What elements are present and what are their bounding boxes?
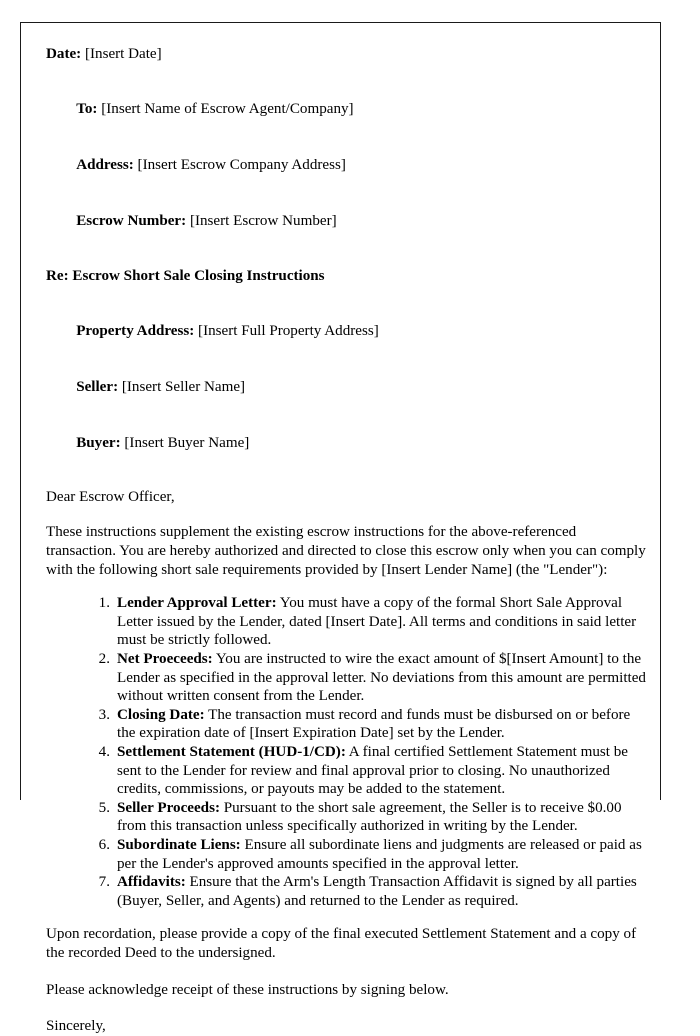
requirement-term: Settlement Statement (HUD-1/CD): [117,744,346,760]
list-item [46,706,646,743]
recipient-block [46,82,646,249]
seller-line [46,359,646,415]
requirement-text: Pursuant to the short sale agreement, the Seller is to receive $0.00 from this transaction unless specifically authorized in writing by the Lender. [117,799,622,835]
address-value: [Insert Escrow Company Address] [133,156,346,173]
property-address-value: [Insert Full Property Address] [194,323,379,340]
list-item [46,873,646,910]
subject-text: Re: Escrow Short Sale Closing Instructions [46,267,325,284]
intro-paragraph: These instructions supplement the existing escrow instructions for the above-referenced transaction. You are hereby authorized and directed to close this escrow only when you can comply with the following short sale requirements provided by [Insert Lender Name] (the "Lender"): [46,524,646,578]
requirement-text: You must have a copy of the formal Short Sale Approval Letter issued by the Lender, dated [Insert Date]. All terms and conditions in said letter must be strictly followed. [117,595,637,649]
seller-label: Seller: [76,378,119,395]
requirement-text: The transaction must record and funds must be disbursed on or before the expiration date of [Insert Expiration Date] set by the Lender. [117,706,631,742]
seller-value: [Insert Seller Name] [118,378,246,395]
closing-salutation: Sincerely, [46,1018,106,1035]
spacer [46,506,646,523]
property-address-line [46,304,646,360]
requirement-term: Seller Proceeds: [117,799,220,816]
acknowledgement-paragraph: Please acknowledge receipt of these instructions by signing below. [46,981,449,998]
to-line [46,82,646,138]
requirement-term: Affidavits: [117,874,186,891]
list-item [46,836,646,873]
requirement-term: Subordinate Liens: [117,836,241,853]
date-line [46,45,646,64]
requirement-term: Lender Approval Letter: [117,595,277,612]
document-body [21,23,660,1036]
date-label: Date: [46,46,82,62]
requirement-term: Net Proeceeds: [117,651,213,668]
escrow-number-label: Escrow Number: [76,212,187,229]
buyer-line [46,415,646,471]
salutation: Dear Escrow Officer, [46,488,175,505]
buyer-value: [Insert Buyer Name] [120,434,250,451]
spacer [46,471,646,488]
escrow-number-value: [Insert Escrow Number] [186,212,337,229]
list-item [46,594,646,650]
buyer-label: Buyer: [76,434,121,451]
requirement-term: Closing Date: [117,706,205,723]
subject-line [46,267,646,286]
list-item [46,743,646,799]
closing-section [46,925,646,1035]
property-address-label: Property Address: [76,323,195,340]
spacer [46,249,646,267]
to-value: [Insert Name of Escrow Agent/Company] [97,101,354,118]
requirement-text: You are instructed to wire the exact amount of $[Insert Amount] to the Lender as specified in the approval letter. No deviations from this amount are permitted without written consent from the Lender. [117,651,646,705]
address-label: Address: [76,156,134,173]
requirement-text: A final certified Settlement Statement must be sent to the Lender for review and final approval prior to closing. No unauthorized credits, commissions, or payouts may be added to the statement. [117,744,628,798]
requirement-text: Ensure all subordinate liens and judgments are released or paid as per the Lender's approved amounts specified in the approval letter. [117,836,642,872]
list-item [46,799,646,836]
to-label: To: [76,101,98,118]
escrow-number-line [46,193,646,249]
list-item [46,650,646,706]
document-page [20,22,661,1035]
recordation-paragraph: Upon recordation, please provide a copy of the final executed Settlement Statement and a copy of the recorded Deed to the undersigned. [46,926,637,961]
spacer [46,286,646,304]
property-block [46,304,646,471]
requirement-text: Ensure that the Arm's Length Transaction Affidavit is signed by all parties (Buyer, Seller, and Agents) and returned to the Lender as required. [117,874,637,909]
spacer [46,64,646,82]
address-line [46,137,646,193]
date-value: [Insert Date] [81,46,162,62]
requirements-list [46,594,646,910]
